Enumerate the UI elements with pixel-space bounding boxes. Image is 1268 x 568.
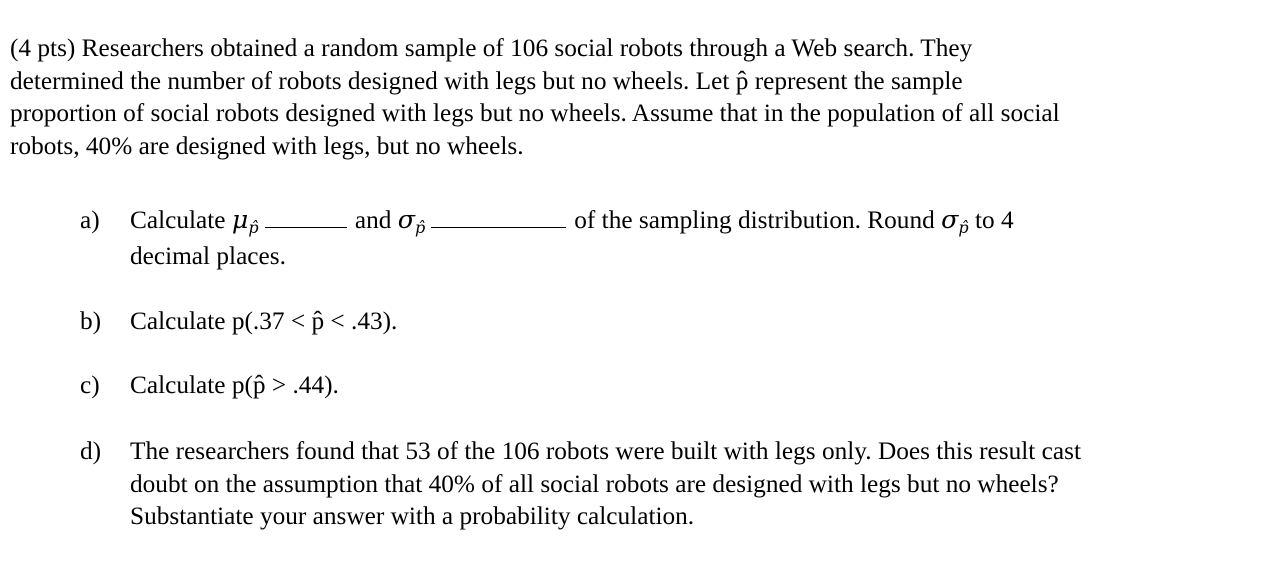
question-a-calculate: Calculate (130, 206, 226, 234)
sigma-subscript-2: p̂ (958, 218, 969, 237)
mu-subscript: p̂ (248, 218, 259, 237)
mu-answer-blank (265, 207, 347, 228)
question-c (80, 369, 339, 402)
question-d (80, 435, 1081, 533)
sigma-subscript: p̂ (415, 218, 426, 237)
question-c-text: Calculate p(p̂ > .44). (130, 371, 339, 399)
question-c-letter: c) (80, 371, 100, 399)
mu-symbol: μ (231, 205, 249, 234)
question-d-letter: d) (80, 437, 102, 465)
question-a-line-1 (130, 204, 1014, 240)
question-a-letter: a) (80, 206, 100, 234)
after-blank-text: of the sampling distribution. Round (574, 206, 935, 234)
intro-line-4: robots, 40% are designed with legs, but no wheels. (10, 131, 524, 160)
sigma-symbol: σ (397, 205, 416, 234)
intro-line-1: (4 pts) Researchers obtained a random sample of 106 social robots through a Web search. They (10, 34, 973, 62)
question-b (80, 305, 397, 338)
question-d-line-1: The researchers found that 53 of the 106 robots were built with legs only. Does this result cast (130, 437, 1081, 465)
question-d-line-3: Substantiate your answer with a probability calculation. (130, 502, 695, 531)
question-b-letter: b) (80, 307, 102, 335)
sigma-answer-blank (431, 207, 566, 228)
question-b-text: Calculate p(.37 < p̂ < .43). (130, 307, 398, 335)
question-a-line-2: decimal places. (130, 241, 286, 270)
question-d-line-2: doubt on the assumption that 40% of all social robots are designed with legs but no wheels? (130, 469, 1059, 498)
sigma-symbol-2: σ (941, 205, 959, 234)
intro-line-2: determined the number of robots designed with legs but no wheels. Let p̂ represent the sample (10, 66, 963, 95)
problem-intro (10, 32, 1250, 162)
round-to-text: to 4 (974, 206, 1014, 234)
and-text: and (354, 206, 392, 234)
intro-line-3: proportion of social robots designed with legs but no wheels. Assume that in the population of all social (10, 99, 1060, 128)
question-a (80, 204, 1014, 272)
